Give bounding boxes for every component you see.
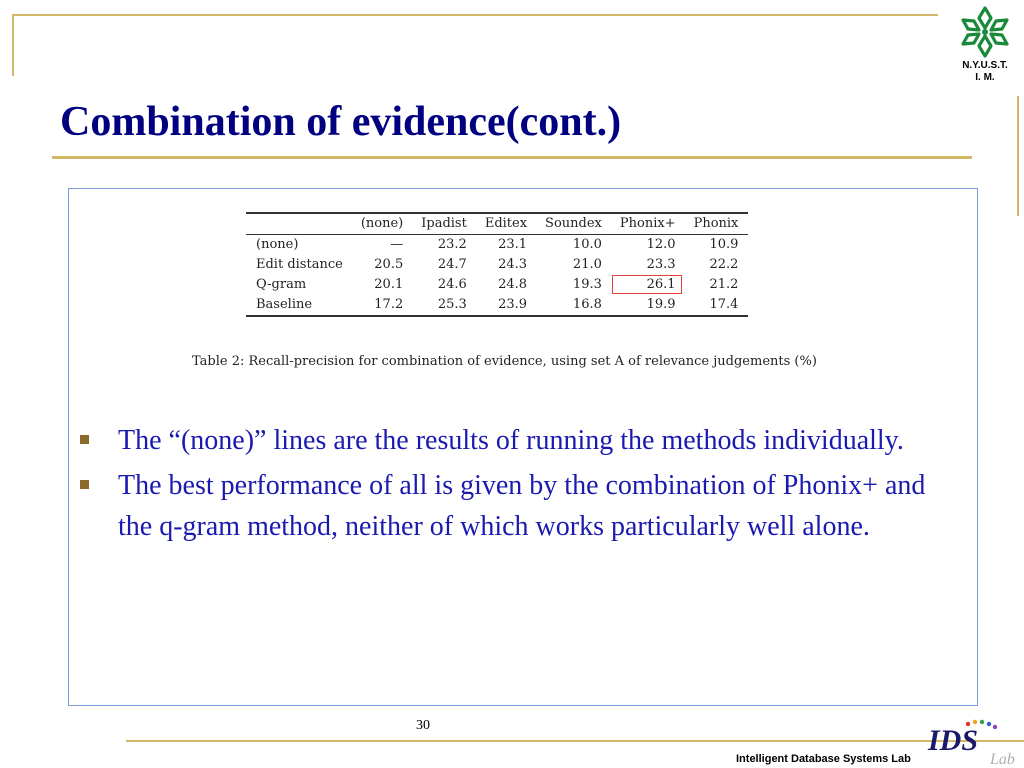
row-label: Edit distance — [256, 257, 343, 272]
table-cell: 10.9 — [709, 237, 739, 252]
table-cell: 24.8 — [498, 277, 528, 292]
table-cell: 12.0 — [646, 237, 676, 252]
table-cell: 19.9 — [646, 297, 676, 312]
table-header-cell: Editex — [484, 216, 528, 231]
table-cell: 17.4 — [709, 297, 739, 312]
highlighted-cell: 26.1 — [602, 275, 676, 295]
table-cell: 23.2 — [437, 237, 467, 252]
table-cell: 25.3 — [437, 297, 467, 312]
table-cell: 20.5 — [374, 257, 404, 272]
table-row — [246, 295, 748, 316]
square-bullet-icon — [80, 435, 89, 444]
table-cell: 24.6 — [437, 277, 467, 292]
table-header-cell: Ipadist — [421, 216, 467, 231]
bullet-list — [80, 420, 950, 551]
table-cell: 21.2 — [709, 277, 739, 292]
bullet-text: The best performance of all is given by the combination of Phonix+ and the q-gram method, neither of which works particularly well alone. — [118, 470, 926, 542]
ids-logo-subtext: Lab — [990, 751, 1015, 768]
bullet-item — [80, 465, 950, 547]
snowflake-logo-icon — [957, 4, 1013, 60]
ids-lab-logo — [914, 712, 1020, 768]
page-title: Combination of evidence(cont.) — [60, 99, 622, 145]
square-bullet-icon — [80, 480, 89, 489]
table-cell: 23.9 — [498, 297, 528, 312]
table-header-cell: Phonix+ — [619, 216, 676, 231]
table-cell: 23.3 — [646, 257, 676, 272]
logo-text-line2: I. M. — [975, 72, 995, 83]
footer-rule — [126, 740, 1024, 742]
results-table — [246, 212, 748, 317]
table-cell: 19.3 — [572, 277, 602, 292]
logo-text-line1: N.Y.U.S.T. — [962, 60, 1008, 71]
table-caption: Table 2: Recall-precision for combination of evidence, using set A of relevance judgements (%) — [192, 354, 817, 369]
table-row — [246, 275, 748, 295]
row-label: Q-gram — [256, 277, 307, 292]
table-cell: 23.1 — [498, 237, 528, 252]
table-row — [246, 235, 748, 256]
table-cell: — — [390, 237, 404, 252]
ids-logo-text: IDS — [928, 724, 979, 757]
table-header-cell — [246, 213, 343, 235]
frame-left-rule — [12, 14, 14, 76]
table-cell: 21.0 — [572, 257, 602, 272]
lab-name: Intelligent Database Systems Lab — [736, 753, 911, 765]
university-logo — [952, 4, 1018, 88]
page-number: 30 — [416, 718, 430, 733]
table-cell: 17.2 — [374, 297, 404, 312]
frame-right-rule — [1017, 96, 1019, 216]
table-header-cell: Phonix — [693, 216, 739, 231]
table-cell: 22.2 — [709, 257, 739, 272]
table-cell: 24.7 — [437, 257, 467, 272]
table-header-cell: (none) — [360, 216, 404, 231]
table-cell: 24.3 — [498, 257, 528, 272]
table-header-row — [246, 213, 748, 235]
table-cell: 20.1 — [374, 277, 404, 292]
table-header-cell: Soundex — [545, 216, 602, 231]
bullet-text: The “(none)” lines are the results of running the methods individually. — [118, 425, 904, 456]
row-label: Baseline — [256, 297, 313, 312]
row-label: (none) — [256, 237, 299, 252]
frame-top-rule — [12, 14, 938, 16]
table-cell: 10.0 — [572, 237, 602, 252]
title-underline — [52, 156, 972, 159]
table-row — [246, 255, 748, 275]
table-cell: 16.8 — [572, 297, 602, 312]
bullet-item — [80, 420, 950, 461]
